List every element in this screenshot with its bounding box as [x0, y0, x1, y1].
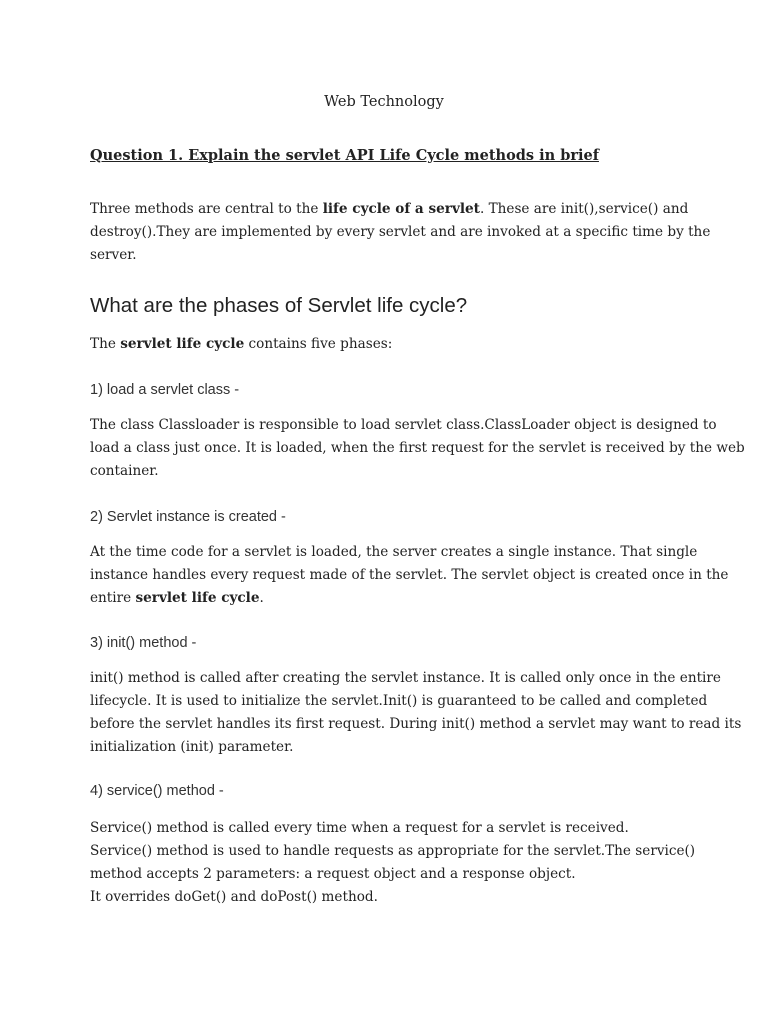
phase-4-line-2: Service() method is used to handle requests as appropriate for the servlet.The service()	[90, 843, 696, 859]
phases-intro-bold: servlet life cycle	[120, 336, 245, 352]
phase-4-paragraph	[90, 817, 696, 909]
phases-intro-line	[90, 333, 690, 356]
intro-text-1: Three methods are central to the	[90, 201, 323, 217]
phase-3-paragraph	[90, 667, 742, 759]
phase-4-line-3: method accepts 2 parameters: a request object and a response object.	[90, 866, 576, 882]
phase-2-heading: 2) Servlet instance is created -	[90, 509, 286, 525]
phase-2-line-3	[90, 587, 690, 610]
phases-intro-pre: The	[90, 336, 121, 352]
phase-2-last-pre: entire	[90, 590, 136, 606]
phase-1-paragraph	[90, 414, 745, 483]
phase-2-line-2: instance handles every request made of the servlet. The servlet object is created once in the	[90, 567, 729, 583]
phase-1-line-3: container.	[90, 463, 159, 479]
phases-intro-paragraph	[90, 333, 690, 356]
phase-1-heading: 1) load a servlet class -	[90, 382, 240, 398]
phase-2-last-post: .	[259, 590, 264, 606]
intro-bold-text: life cycle of a servlet	[322, 201, 480, 217]
phases-intro-post: contains five phases:	[244, 336, 393, 352]
phase-2-line-1: At the time code for a servlet is loaded, the server creates a single instance. That single	[90, 544, 698, 560]
intro-line-2: destroy().They are implemented by every servlet and are invoked at a specific time by the	[90, 224, 711, 240]
phase-2-paragraph	[90, 541, 729, 610]
phase-3-heading: 3) init() method -	[90, 635, 197, 651]
phase-4-line-1: Service() method is called every time when a request for a servlet is received.	[90, 820, 629, 836]
phase-4-line-4: It overrides doGet() and doPost() method.	[90, 889, 378, 905]
intro-line-3: server.	[90, 247, 137, 263]
phase-2-last-bold: servlet life cycle	[135, 590, 260, 606]
document-title: Web Technology	[324, 94, 444, 110]
question-heading: Question 1. Explain the servlet API Life Cycle methods in brief	[90, 147, 599, 164]
phase-3-line-1: init() method is called after creating the servlet instance. It is called only once in the entire	[90, 670, 721, 686]
phase-1-line-2: load a class just once. It is loaded, when the first request for the servlet is received by the web	[90, 440, 745, 456]
intro-text-2: . These are init(),service() and	[479, 201, 689, 217]
phase-1-line-1: The class Classloader is responsible to load servlet class.ClassLoader object is designed to	[90, 417, 717, 433]
intro-line-1	[90, 198, 690, 221]
phase-3-line-3: before the servlet handles its first request. During init() method a servlet may want to read its	[90, 716, 742, 732]
phase-3-line-2: lifecycle. It is used to initialize the servlet.Init() is guaranteed to be called and completed	[90, 693, 708, 709]
phase-4-heading: 4) service() method -	[90, 783, 224, 799]
section-heading: What are the phases of Servlet life cycle?	[90, 294, 468, 317]
phase-3-line-4: initialization (init) parameter.	[90, 739, 294, 755]
intro-paragraph	[90, 198, 711, 267]
